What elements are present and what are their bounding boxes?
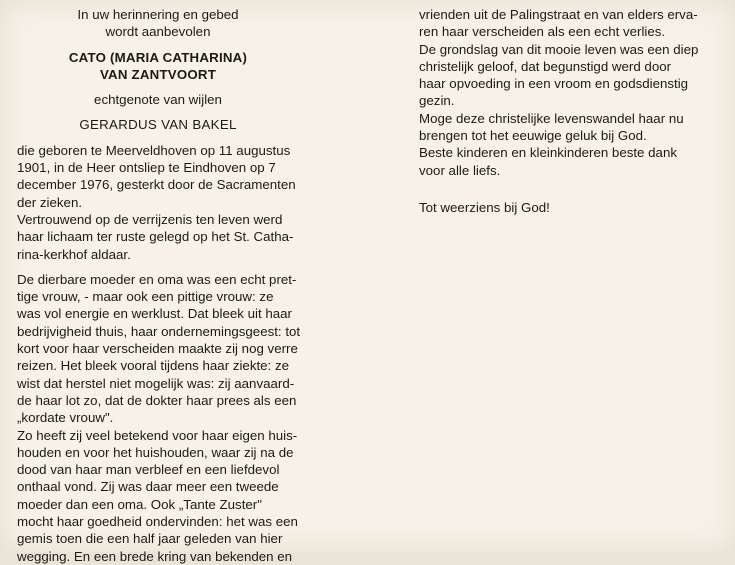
text-line: houden en voor het huishouden, waar zij na de — [17, 444, 294, 460]
text-line: december 1976, gesterkt door de Sacramenten — [17, 177, 296, 193]
text-line: rina-kerkhof aldaar. — [17, 246, 131, 262]
text-line: voor alle liefs. — [419, 162, 501, 178]
paragraph — [17, 211, 317, 263]
text-line: De grondslag van dit mooie leven was een diep — [419, 41, 699, 57]
text-line: moeder dan een oma. Ook „Tante Zuster" — [17, 496, 262, 512]
text-line: reizen. Het bleek vooral tijdens haar ziekte: ze — [17, 358, 289, 374]
text-line: tige vrouw, - maar ook een pittige vrouw: ze — [17, 289, 274, 305]
right-body-text — [419, 6, 722, 179]
deceased-surname: VAN ZANTVOORT — [99, 66, 217, 82]
text-line: haar opvoeding in een vroom en godsdienstig — [419, 76, 689, 92]
paragraph — [419, 110, 722, 145]
text-line: mocht haar goedheid ondervinden: het was een — [17, 514, 298, 530]
text-line: ren haar verscheiden als een echt verlies. — [419, 24, 666, 40]
text-line: dood van haar man verbleef en een liefdevol — [17, 462, 280, 478]
text-line: was vol energie en werklust. Dat bleek uit haar — [17, 306, 292, 322]
text-line: Vertrouwend op de verrijzenis ten leven werd — [17, 211, 283, 227]
paragraph — [419, 41, 722, 110]
text-line: christelijk geloof, dat begunstigd werd door — [419, 58, 672, 74]
text-line: 1901, in de Heer ontsliep te Eindhoven op 7 — [17, 160, 276, 176]
text-line: vrienden uit de Palingstraat en van elders erva- — [419, 7, 698, 22]
text-line: „kordate vrouw". — [17, 410, 114, 426]
text-line: de haar lot zo, dat de dokter haar prees als een — [17, 392, 297, 408]
spouse-intro: echtgenote van wijlen — [94, 92, 222, 108]
paragraph — [419, 6, 722, 41]
text-line: wist dat herstel niet mogelijk was: zij aanvaard- — [17, 375, 295, 391]
text-line: Beste kinderen en kleinkinderen beste dank — [419, 145, 677, 161]
deceased-name: CATO (MARIA CATHARINA) — [68, 49, 248, 65]
right-column — [419, 6, 722, 216]
text-line: haar lichaam ter ruste gelegd op het St. Catha- — [17, 229, 294, 245]
paragraph — [419, 144, 722, 179]
text-line: bedrijvigheid thuis, haar ondernemingsgeest: tot — [17, 323, 301, 339]
paragraph — [17, 427, 317, 565]
text-line: gemis toen die een half jaar geleden van hier — [17, 531, 283, 547]
text-line: brengen tot het eeuwige geluk bij God. — [419, 128, 647, 144]
text-line: kort voor haar verscheiden maakte zij nog verre — [17, 341, 298, 357]
text-line: Zo heeft zij veel betekend voor haar eigen huis- — [17, 427, 298, 443]
text-line: gezin. — [419, 93, 455, 109]
text-line: Moge deze christelijke levenswandel haar nu — [419, 110, 684, 126]
paragraph — [17, 142, 317, 211]
closing-line: Tot weerziens bij God! — [419, 199, 550, 215]
text-line: wegging. En een brede kring van bekenden en — [17, 548, 293, 564]
text-line: der zieken. — [17, 194, 83, 210]
header-line-1: In uw herinnering en gebed — [77, 7, 239, 22]
left-column — [17, 6, 317, 565]
text-line: De dierbare moeder en oma was een echt pret- — [17, 271, 297, 287]
paragraph — [17, 271, 317, 427]
left-body-text — [17, 142, 317, 565]
spouse-name: GERARDUS VAN BAKEL — [79, 117, 237, 133]
text-line: die geboren te Meerveldhoven op 11 augustus — [17, 142, 291, 158]
header-line-2: wordt aanbevolen — [105, 24, 211, 40]
text-line: onthaal vond. Zij was daar meer een tweede — [17, 479, 279, 495]
